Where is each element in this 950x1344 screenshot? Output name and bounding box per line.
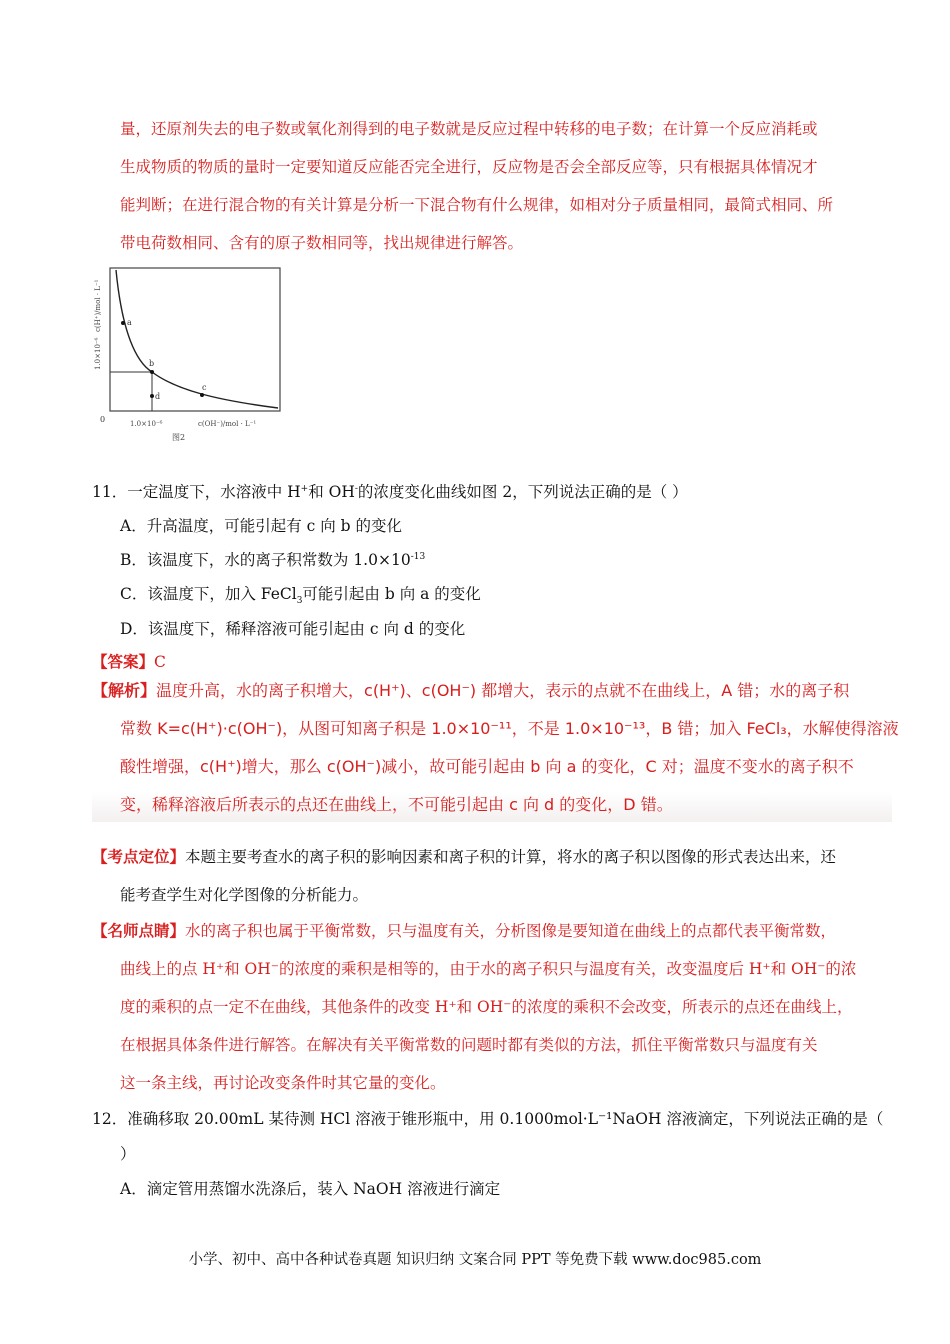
y-tick-label: 1.0×10⁻⁶: [94, 337, 102, 370]
answer-value: C: [154, 653, 166, 671]
label-b: b: [149, 359, 155, 368]
q11-analysis: [92, 672, 899, 822]
x-tick-label: 1.0×10⁻⁶: [130, 420, 163, 428]
origin-label: 0: [100, 415, 106, 424]
intro-paragraph: [120, 110, 880, 262]
intro-line-3: 能判断；在进行混合物的有关计算是分析一下混合物有什么规律，如相对分子质量相同，最简式相同、所: [120, 196, 834, 214]
point-c: [200, 393, 204, 397]
intro-line-4: 带电荷数相同、含有的原子数相同等，找出规律进行解答。: [120, 234, 524, 252]
q12-stem-line-2: ）: [120, 1145, 136, 1163]
mingshi-tag: 【名师点睛】: [92, 921, 186, 940]
q11-option-b: B．该温度下，水的离子积常数为 $1.0\times 10^{-13}$: [120, 551, 426, 569]
ion-product-curve-chart: [86, 262, 286, 452]
mingshi-line-2: 曲线上的点 H⁺和 OH⁻的浓度的乘积是相等的，由于水的离子积只与温度有关，改变温度后 H⁺和 OH⁻的浓: [120, 960, 857, 978]
analysis-line-2: 常数 K=c(H⁺)·c(OH⁻)，从图可知离子积是 1.0×10⁻¹¹，不是 1.0×10⁻¹³，B 错；加入 FeCl₃，水解使得溶液: [120, 719, 899, 738]
plot-frame: [110, 268, 280, 411]
mingshi-line-4: 在根据具体条件进行解答。在解决有关平衡常数的问题时都有类似的方法，抓住平衡常数只与温度有关: [120, 1036, 818, 1054]
analysis-line-4: 变，稀释溶液后所表示的点还在曲线上，不可能引起由 c 向 d 的变化，D 错。: [120, 795, 673, 814]
ion-product-curve: [116, 270, 278, 408]
q11-option-d: D．该温度下，稀释溶液可能引起由 c 向 d 的变化: [120, 620, 466, 638]
mingshi-line-1: 水的离子积也属于平衡常数，只与温度有关，分析图像是要知道在曲线上的点都代表平衡常数，: [185, 922, 837, 940]
point-a: [121, 321, 125, 325]
kaodian-line-1: 本题主要考查水的离子积的影响因素和离子积的计算，将水的离子积以图像的形式表达出来，还: [185, 848, 837, 866]
intro-line-1: 量，还原剂失去的电子数或氧化剂得到的电子数就是反应过程中转移的电子数；在计算一个反应消耗或: [120, 120, 818, 138]
q11-option-a: A．升高温度，可能引起有 c 向 b 的变化: [120, 517, 403, 535]
q11-option-c: C．该温度下，加入 FeCl$_3$可能引起由 b 向 a 的变化: [120, 585, 481, 607]
figure-2: [86, 262, 286, 452]
x-axis-label: c(OH⁻)/mol · L⁻¹: [198, 420, 257, 428]
mingshi-line-5: 这一条主线，再讨论改变条件时其它量的变化。: [120, 1074, 446, 1092]
page-footer: 小学、初中、高中各种试卷真题 知识归纳 文案合同 PPT 等免费下载 www.doc985.com: [188, 1252, 762, 1268]
q11-kaodian: [92, 838, 872, 914]
intro-line-2: 生成物质的物质的量时一定要知道反应能否完全进行，反应物是否会全部反应等，只有根据具体情况才: [120, 158, 818, 176]
figure-caption: 图2: [172, 433, 186, 442]
point-b: [150, 370, 154, 374]
mingshi-line-3: 度的乘积的点一定不在曲线，其他条件的改变 H⁺和 OH⁻的浓度的乘积不会改变，所表示的点还在曲线上，: [120, 998, 853, 1016]
label-d: d: [155, 392, 161, 401]
label-a: a: [127, 318, 132, 327]
analysis-line-3: 酸性增强，c(H⁺)增大，那么 c(OH⁻)减小，故可能引起由 b 向 a 的变化，C 对；温度不变水的离子积不: [120, 757, 854, 776]
q11-mingshi: [92, 912, 872, 1102]
label-c: c: [202, 383, 207, 392]
point-d: [150, 394, 154, 398]
q12-stem-line-1: 12．准确移取 20.00mL 某待测 HCl 溶液于锥形瓶中，用 0.1000mol·L⁻¹NaOH 溶液滴定，下列说法正确的是（: [92, 1110, 884, 1128]
analysis-tag: 【解析】: [92, 681, 157, 700]
analysis-line-1: 温度升高，水的离子积增大，c(H⁺)、c(OH⁻) 都增大，表示的点就不在曲线上，A 错；水的离子积: [156, 681, 850, 700]
answer-tag: 【答案】: [92, 652, 155, 671]
y-axis-label: c(H⁺)/mol · L⁻¹: [94, 279, 102, 332]
q12-option-a: A．滴定管用蒸馏水洗涤后，装入 NaOH 溶液进行滴定: [120, 1180, 501, 1198]
q11-stem: 11．一定温度下，水溶液中 H+和 OH-的浓度变化曲线如图 2，下列说法正确的是（ ）: [92, 483, 688, 501]
kaodian-tag: 【考点定位】: [92, 847, 186, 866]
q11-answer: [92, 650, 166, 672]
kaodian-line-2: 能考查学生对化学图像的分析能力。: [120, 886, 369, 904]
